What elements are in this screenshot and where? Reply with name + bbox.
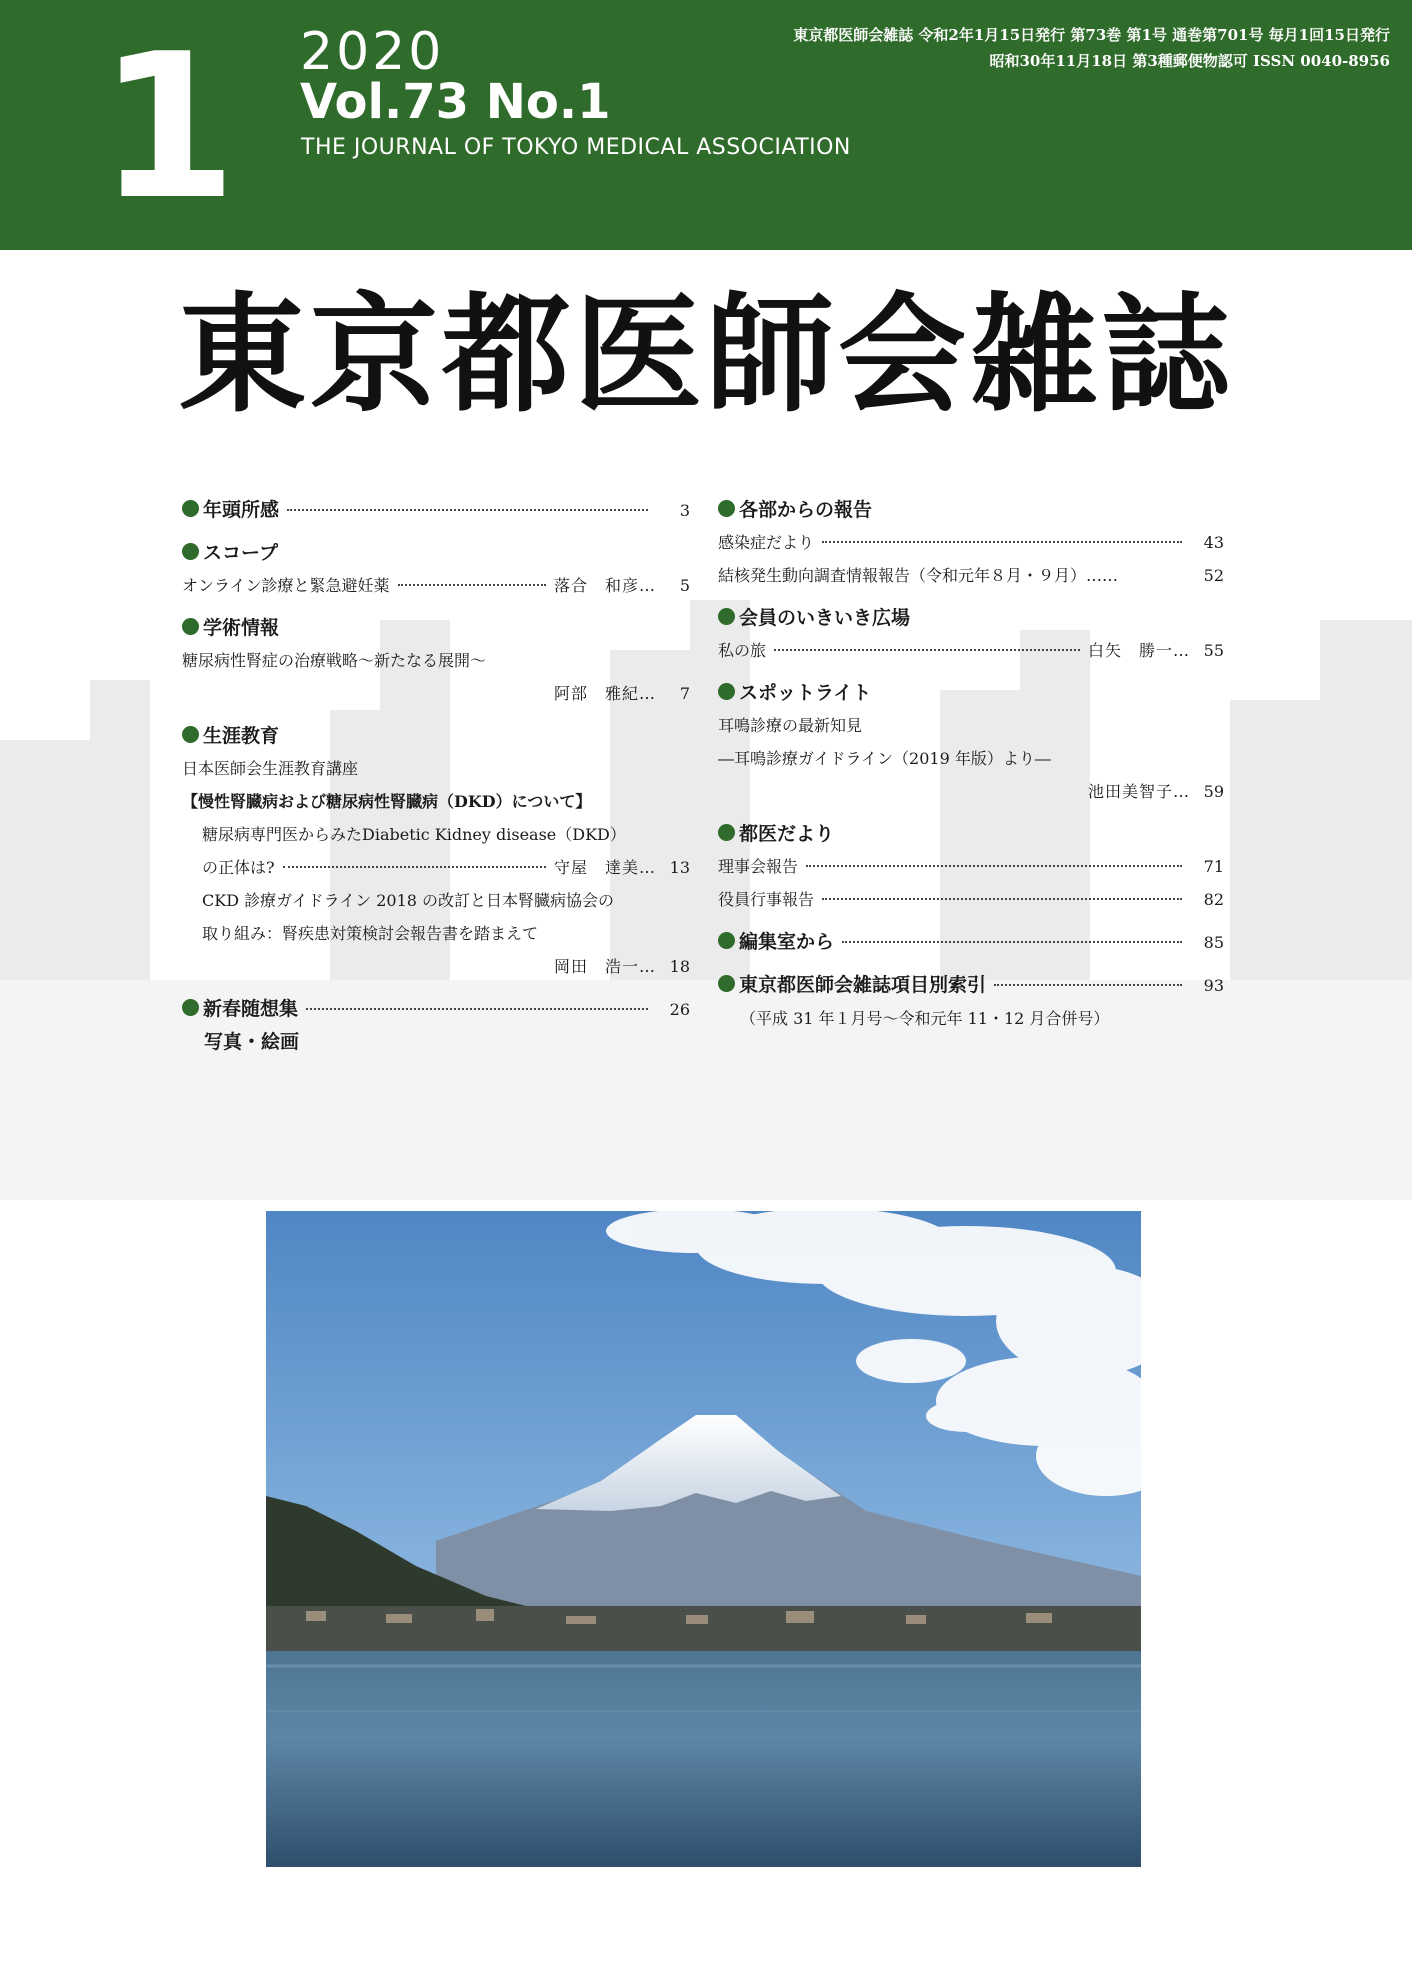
section-bullet-icon	[182, 500, 199, 517]
section-bullet-icon	[182, 618, 199, 635]
contents-entry-dkd[interactable]: 糖尿病専門医からみたDiabetic Kidney disease（DKD）	[202, 825, 626, 844]
contents-section-editorial[interactable]	[718, 926, 1224, 959]
journal-english-title: THE JOURNAL OF TOKYO MEDICAL ASSOCIATION	[301, 135, 851, 160]
section-title: 都医だより	[739, 823, 835, 845]
entry-title: 結核発生動向調査情報報告（令和元年８月・９月）……	[718, 566, 1119, 585]
entry-title: 役員行事報告	[718, 890, 815, 909]
page-number: 5	[679, 576, 690, 595]
course-name: 日本医師会生涯教育講座	[182, 759, 359, 778]
contents-section-lifelong	[182, 720, 690, 752]
contents-entry-officer-events[interactable]	[718, 883, 1224, 916]
entry-author: 岡田 浩一…	[553, 957, 656, 976]
dot-leader	[994, 984, 1182, 986]
section-bullet-icon	[182, 726, 199, 743]
entry-author: 守屋 達美…	[553, 858, 656, 877]
section-title: スコープ	[203, 542, 279, 564]
dot-leader	[398, 584, 546, 586]
essays-subtitle: 写真・絵画	[204, 1031, 300, 1053]
page-number: 18	[669, 957, 690, 976]
contents-entry-tuberculosis[interactable]	[718, 559, 1224, 592]
entry-title: 理事会報告	[718, 857, 799, 876]
section-title: 編集室から	[739, 931, 835, 953]
section-bullet-icon	[182, 999, 199, 1016]
contents-entry-board-report[interactable]	[718, 850, 1224, 883]
contents-section-members	[718, 602, 1224, 634]
entry-author-row	[718, 775, 1224, 808]
contents-entry-dkd-line2[interactable]	[182, 851, 690, 884]
contents-section-academic	[182, 612, 690, 644]
page-number: 82	[1203, 890, 1224, 909]
contents-entry-tinnitus-subtitle[interactable]: ―耳鳴診療ガイドライン（2019 年版）より―	[718, 749, 1051, 768]
issue-number: 1	[98, 11, 238, 244]
section-bullet-icon	[718, 683, 735, 700]
mount-fuji-photo	[266, 1211, 1141, 1867]
page-number: 93	[1203, 976, 1224, 995]
section-bullet-icon	[718, 932, 735, 949]
entry-author: 落合 和彦…	[553, 576, 656, 595]
entry-title: の正体は?	[202, 858, 275, 877]
entry-author: 阿部 雅紀…	[553, 684, 656, 703]
section-title: 会員のいきいき広場	[739, 607, 911, 629]
contents-section-toi-news	[718, 818, 1224, 850]
journal-title: 東京都医師会雑誌	[177, 280, 1234, 430]
contents-right-column	[718, 494, 1224, 1035]
contents-left-column	[182, 494, 690, 1058]
section-bullet-icon	[718, 500, 735, 517]
entry-title: 私の旅	[718, 641, 767, 660]
section-title: 各部からの報告	[739, 499, 873, 521]
volume-number: Vol.73 No.1	[300, 74, 611, 130]
section-title: 東京都医師会雑誌項目別索引	[739, 974, 987, 996]
dot-leader	[842, 941, 1182, 943]
dot-leader	[287, 509, 648, 511]
contents-entry-tinnitus[interactable]: 耳鳴診療の最新知見	[718, 716, 863, 735]
contents-entry-academic[interactable]: 糖尿病性腎症の治療戦略～新たなる展開～	[182, 651, 487, 670]
contents-entry-ckd-line2[interactable]: 取り組み：腎疾患対策検討会報告書を踏まえて	[202, 924, 539, 943]
contents-entry-infection[interactable]	[718, 526, 1224, 559]
section-title: 学術情報	[203, 617, 280, 639]
contents-section-spotlight	[718, 677, 1224, 709]
index-period-note: （平成 31 年１月号～令和元年 11・12 月合併号）	[740, 1009, 1110, 1028]
page-number: 59	[1203, 782, 1224, 801]
entry-author: 白矢 勝一…	[1087, 641, 1190, 660]
section-bullet-icon	[718, 608, 735, 625]
entry-title: オンライン診療と緊急避妊薬	[182, 576, 390, 595]
page-number: 85	[1203, 933, 1224, 952]
header-band	[0, 0, 1412, 250]
contents-entry-scope[interactable]	[182, 569, 690, 602]
section-title: 年頭所感	[203, 499, 280, 521]
dot-leader	[822, 898, 1182, 900]
publication-info-line-2: 昭和30年11月18日 第3種郵便物認可 ISSN 0040-8956	[989, 52, 1390, 70]
contents-section-scope	[182, 537, 690, 569]
page-number: 55	[1203, 641, 1224, 660]
entry-author: 池田美智子…	[1087, 782, 1190, 801]
section-title: スポットライト	[739, 682, 872, 704]
entry-author-row	[182, 677, 690, 710]
dot-leader	[806, 865, 1182, 867]
publication-info-line-1: 東京都医師会雑誌 令和2年1月15日発行 第73巻 第1号 通巻第701号 毎月1回15日発行	[793, 26, 1390, 44]
page-number: 43	[1203, 533, 1224, 552]
dot-leader	[822, 541, 1182, 543]
section-title: 生涯教育	[203, 725, 280, 747]
section-bullet-icon	[182, 543, 199, 560]
page-number: 13	[669, 858, 690, 877]
course-subtitle: 【慢性腎臓病および糖尿病性腎臓病（DKD）について】	[182, 792, 592, 811]
page-number: 7	[679, 684, 690, 703]
page-number: 52	[1203, 566, 1224, 585]
contents-entry-my-trip[interactable]	[718, 634, 1224, 667]
section-bullet-icon	[718, 975, 735, 992]
section-title: 新春随想集	[203, 998, 299, 1020]
contents-entry-ckd[interactable]: CKD 診療ガイドライン 2018 の改訂と日本腎臓病協会の	[202, 891, 615, 910]
entry-title: 感染症だより	[718, 533, 815, 552]
contents-section-index[interactable]	[718, 969, 1224, 1002]
publication-info	[793, 22, 1390, 74]
dot-leader	[306, 1008, 648, 1010]
contents-section-reports	[718, 494, 1224, 526]
contents-section-nento[interactable]	[182, 494, 690, 527]
page-number: 71	[1203, 857, 1224, 876]
dot-leader	[774, 649, 1080, 651]
page-number: 3	[679, 501, 690, 520]
entry-author-row	[182, 950, 690, 983]
contents-section-essays[interactable]	[182, 993, 690, 1026]
page-number: 26	[669, 1000, 690, 1019]
dot-leader	[283, 866, 546, 868]
section-bullet-icon	[718, 824, 735, 841]
issue-year: 2020	[300, 22, 445, 82]
